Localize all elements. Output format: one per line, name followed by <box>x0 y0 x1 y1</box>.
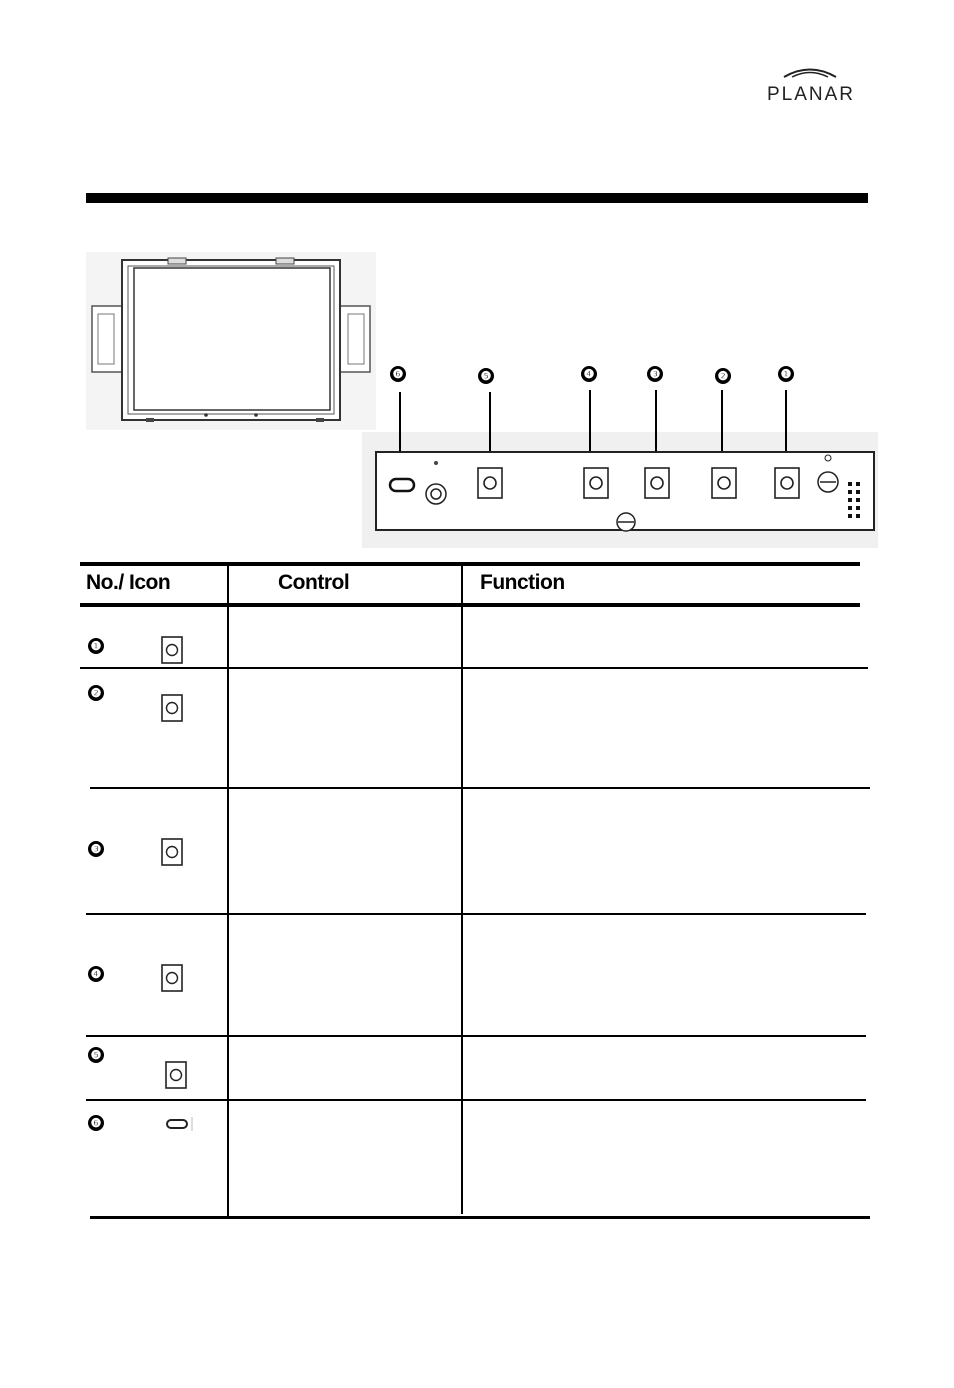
table-bottom-rule <box>90 1216 870 1219</box>
row-divider <box>86 1099 866 1101</box>
header-no-icon: No./ Icon <box>86 571 171 594</box>
row-divider <box>86 1035 866 1037</box>
callout-6: ❻ <box>390 366 406 382</box>
logo-wordmark: PLANAR <box>766 84 856 105</box>
callout-1: ❶ <box>778 366 794 382</box>
row-divider <box>90 787 870 789</box>
monitor-front-illustration <box>86 252 376 430</box>
button-icon <box>160 962 184 996</box>
controls-table <box>80 562 870 1222</box>
row-number: ❸ <box>88 841 104 857</box>
planar-logo <box>752 66 870 110</box>
callout-2: ❷ <box>715 368 731 384</box>
logo-arc-icon <box>782 66 838 78</box>
control-panel-illustration <box>362 362 878 548</box>
button-icon <box>160 634 184 668</box>
row-divider <box>86 913 866 915</box>
header-control: Control <box>278 571 350 594</box>
row-number: ❺ <box>88 1047 104 1063</box>
header-bottom-rule <box>80 603 860 607</box>
row-number: ❷ <box>88 685 104 701</box>
callout-4: ❹ <box>581 366 597 382</box>
callout-3: ❸ <box>647 366 663 382</box>
column-divider <box>461 562 463 1214</box>
column-divider <box>227 562 229 1219</box>
row-number: ❻ <box>88 1115 104 1131</box>
button-icon <box>160 836 184 870</box>
led-indicator-icon <box>164 1115 194 1133</box>
button-icon <box>164 1059 188 1093</box>
table-top-rule <box>80 562 860 566</box>
button-icon <box>160 692 184 726</box>
callout-5: ❺ <box>478 368 494 384</box>
row-number: ❶ <box>88 638 104 654</box>
header-function: Function <box>480 571 565 594</box>
row-number: ❹ <box>88 966 104 982</box>
header-rule <box>86 193 868 203</box>
row-divider <box>80 667 868 669</box>
